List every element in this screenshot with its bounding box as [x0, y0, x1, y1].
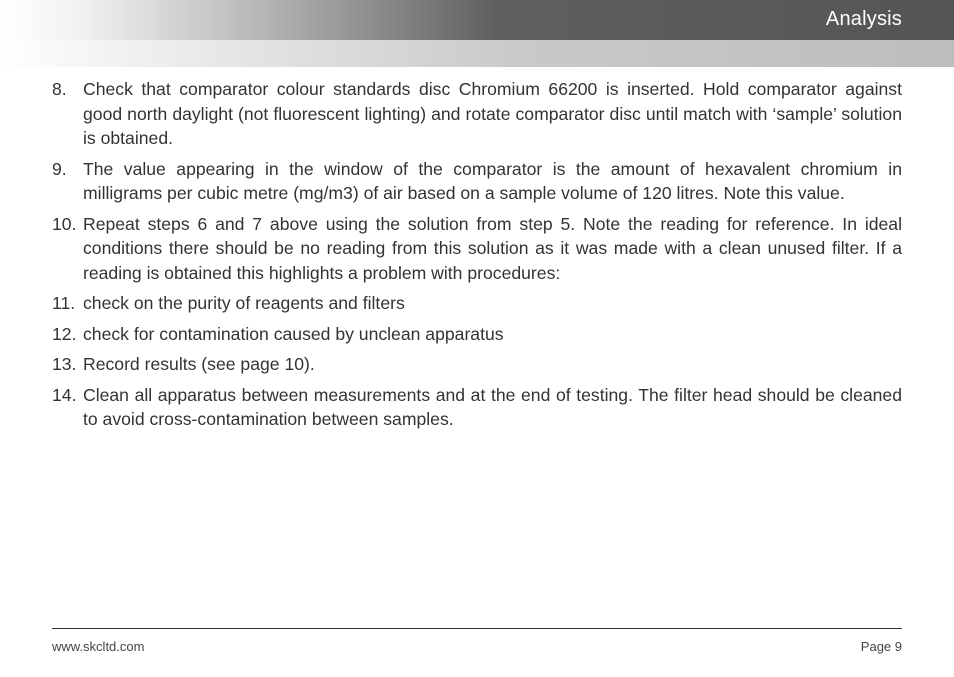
procedure-step	[52, 77, 902, 151]
step-number: 9.	[52, 158, 67, 179]
step-number: 13.	[52, 354, 77, 374]
step-text: check for contamination caused by unclean apparatus	[83, 323, 504, 344]
step-text: Clean all apparatus between measurements and at the end of testing. The filter head should be cleaned to avoid cross-contamination between samples.	[83, 384, 902, 429]
section-title: Analysis	[825, 8, 902, 30]
step-number: 11.	[52, 293, 76, 313]
procedure-step	[52, 383, 902, 432]
step-text: Repeat steps 6 and 7 above using the solution from step 5. Note the reading for reference. In ideal conditions there should be no reading from this solution as it was made with a clean unused filter. If a reading is obtained this highlights a problem with procedures:	[83, 213, 902, 283]
procedure-step	[52, 157, 902, 206]
step-text: The value appearing in the window of the comparator is the amount of hexavalent chromium in milligrams per cubic metre (mg/m3) of air based on a sample volume of 120 litres. Note this value.	[83, 158, 902, 203]
procedure-step	[52, 212, 902, 286]
footer-website-link[interactable]: www.skcltd.com	[52, 639, 145, 654]
step-number: 10.	[52, 213, 77, 234]
step-text: check on the purity of reagents and filters	[83, 293, 405, 313]
header-band	[0, 0, 954, 40]
step-text: Record results (see page 10).	[83, 354, 315, 374]
step-number: 14.	[52, 384, 77, 405]
procedure-step	[52, 291, 902, 316]
step-number: 12.	[52, 323, 77, 344]
footer-page-number: Page 9	[860, 639, 902, 654]
footer-divider	[52, 628, 902, 629]
procedure-steps-list	[52, 77, 902, 438]
step-text: Check that comparator colour standards disc Chromium 66200 is inserted. Hold comparator against good north daylight (not fluorescent lighting) and rotate comparator disc until match with ‘sample’ solution is obtained.	[83, 79, 902, 148]
procedure-step	[52, 322, 902, 347]
header-subband	[0, 40, 954, 67]
procedure-step	[52, 352, 902, 377]
step-number: 8.	[52, 79, 67, 99]
